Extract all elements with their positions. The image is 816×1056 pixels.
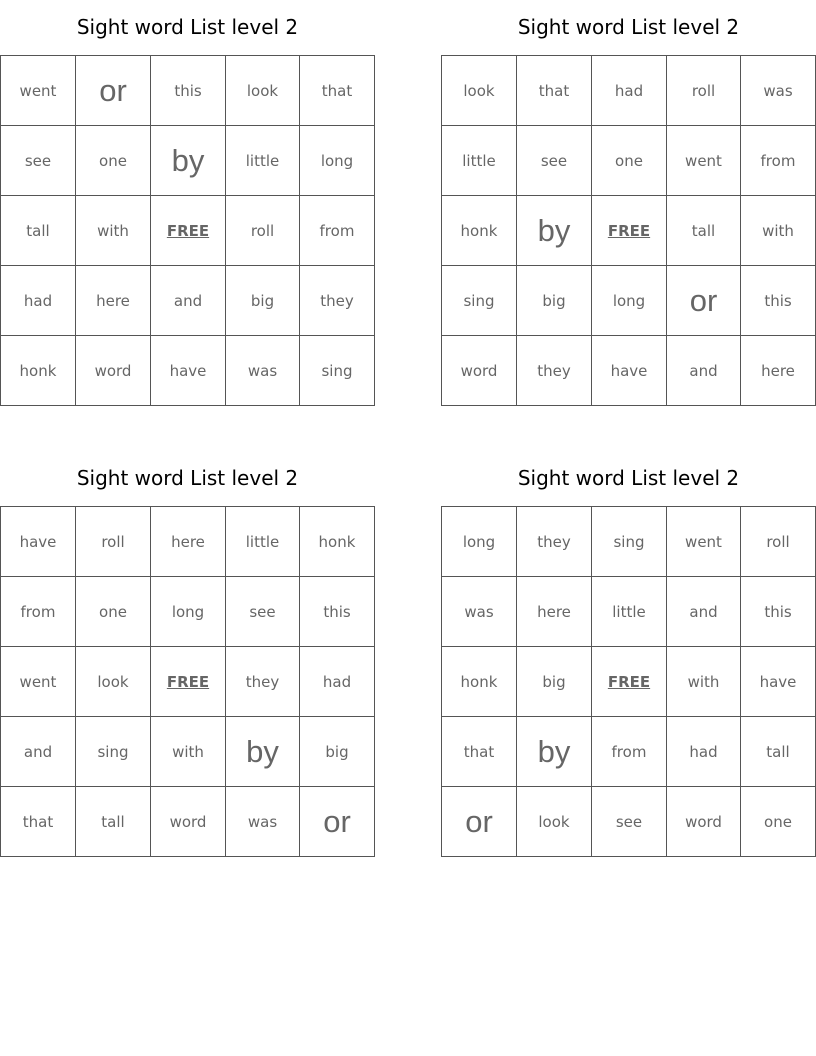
word-cell: one xyxy=(741,787,816,857)
word-cell: have xyxy=(1,507,76,577)
word-cell: with xyxy=(151,717,226,787)
word-cell: they xyxy=(517,336,592,406)
word-cell: went xyxy=(667,126,741,196)
word-cell: was xyxy=(442,577,517,647)
free-space: FREE xyxy=(151,196,226,266)
word-cell: one xyxy=(592,126,667,196)
word-cell: by xyxy=(517,196,592,266)
word-cell: word xyxy=(76,336,151,406)
word-cell: with xyxy=(741,196,816,266)
word-cell: honk xyxy=(442,647,517,717)
word-cell: went xyxy=(667,507,741,577)
word-cell: little xyxy=(442,126,517,196)
word-grid xyxy=(441,55,816,406)
word-cell: here xyxy=(76,266,151,336)
word-cell: with xyxy=(76,196,151,266)
word-cell: one xyxy=(76,126,151,196)
word-cell: they xyxy=(300,266,375,336)
word-cell: roll xyxy=(741,507,816,577)
word-cell: had xyxy=(300,647,375,717)
word-cell: see xyxy=(226,577,300,647)
word-cell: word xyxy=(151,787,226,857)
word-cell: honk xyxy=(1,336,76,406)
word-cell: little xyxy=(226,507,300,577)
word-cell: big xyxy=(226,266,300,336)
word-cell: look xyxy=(442,56,517,126)
word-cell: honk xyxy=(442,196,517,266)
word-cell: and xyxy=(667,577,741,647)
word-grid xyxy=(0,506,375,857)
word-cell: long xyxy=(151,577,226,647)
word-cell: see xyxy=(592,787,667,857)
word-cell: from xyxy=(1,577,76,647)
word-cell: that xyxy=(1,787,76,857)
word-cell: little xyxy=(226,126,300,196)
word-grid xyxy=(441,506,816,857)
word-cell: and xyxy=(667,336,741,406)
word-cell: here xyxy=(517,577,592,647)
card-title: Sight word List level 2 xyxy=(517,466,740,490)
word-cell: word xyxy=(442,336,517,406)
word-cell: or xyxy=(76,56,151,126)
word-cell: see xyxy=(1,126,76,196)
word-cell: sing xyxy=(442,266,517,336)
word-cell: look xyxy=(76,647,151,717)
card-title: Sight word List level 2 xyxy=(517,15,740,39)
free-space: FREE xyxy=(592,196,667,266)
word-cell: or xyxy=(442,787,517,857)
word-cell: from xyxy=(741,126,816,196)
word-cell: roll xyxy=(667,56,741,126)
word-cell: tall xyxy=(1,196,76,266)
card-title: Sight word List level 2 xyxy=(76,466,299,490)
word-cell: went xyxy=(1,647,76,717)
word-cell: had xyxy=(1,266,76,336)
word-cell: little xyxy=(592,577,667,647)
word-cell: one xyxy=(76,577,151,647)
word-cell: honk xyxy=(300,507,375,577)
word-cell: had xyxy=(592,56,667,126)
word-cell: long xyxy=(592,266,667,336)
word-cell: big xyxy=(517,647,592,717)
word-cell: sing xyxy=(76,717,151,787)
word-cell: was xyxy=(226,336,300,406)
word-cell: with xyxy=(667,647,741,717)
word-cell: went xyxy=(1,56,76,126)
word-cell: sing xyxy=(592,507,667,577)
word-grid xyxy=(0,55,375,406)
word-cell: roll xyxy=(226,196,300,266)
word-cell: was xyxy=(226,787,300,857)
word-cell: look xyxy=(226,56,300,126)
word-cell: word xyxy=(667,787,741,857)
word-cell: here xyxy=(151,507,226,577)
word-cell: by xyxy=(151,126,226,196)
free-space: FREE xyxy=(151,647,226,717)
word-cell: they xyxy=(226,647,300,717)
word-cell: had xyxy=(667,717,741,787)
word-cell: or xyxy=(667,266,741,336)
word-cell: was xyxy=(741,56,816,126)
word-cell: roll xyxy=(76,507,151,577)
card-title: Sight word List level 2 xyxy=(76,15,299,39)
word-cell: big xyxy=(300,717,375,787)
word-cell: this xyxy=(741,577,816,647)
word-cell: that xyxy=(517,56,592,126)
word-cell: by xyxy=(226,717,300,787)
word-cell: or xyxy=(300,787,375,857)
word-cell: this xyxy=(741,266,816,336)
word-cell: here xyxy=(741,336,816,406)
word-cell: have xyxy=(592,336,667,406)
word-cell: this xyxy=(151,56,226,126)
word-cell: tall xyxy=(667,196,741,266)
word-cell: sing xyxy=(300,336,375,406)
word-cell: look xyxy=(517,787,592,857)
word-cell: long xyxy=(442,507,517,577)
word-cell: that xyxy=(442,717,517,787)
word-cell: they xyxy=(517,507,592,577)
word-cell: have xyxy=(151,336,226,406)
word-cell: by xyxy=(517,717,592,787)
word-cell: that xyxy=(300,56,375,126)
word-cell: see xyxy=(517,126,592,196)
word-cell: from xyxy=(300,196,375,266)
word-cell: have xyxy=(741,647,816,717)
word-cell: from xyxy=(592,717,667,787)
word-cell: long xyxy=(300,126,375,196)
word-cell: and xyxy=(1,717,76,787)
word-cell: and xyxy=(151,266,226,336)
word-cell: this xyxy=(300,577,375,647)
word-cell: big xyxy=(517,266,592,336)
word-cell: tall xyxy=(741,717,816,787)
free-space: FREE xyxy=(592,647,667,717)
word-cell: tall xyxy=(76,787,151,857)
